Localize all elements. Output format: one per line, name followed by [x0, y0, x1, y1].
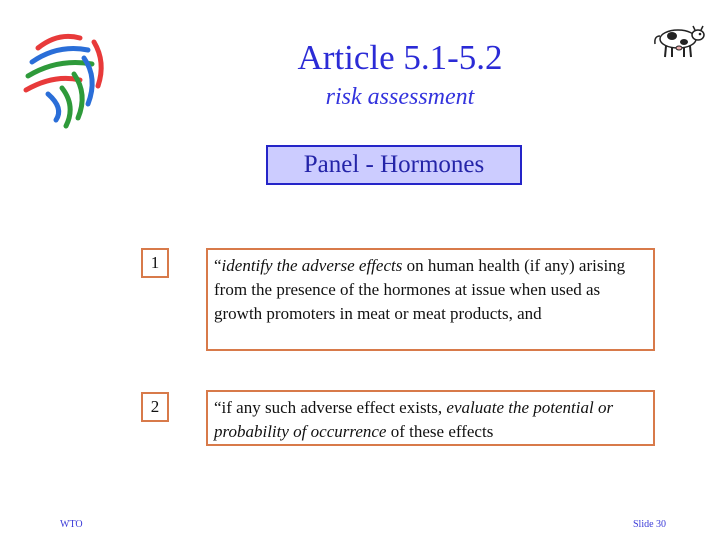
panel-label: Panel - Hormones	[303, 151, 485, 178]
item-text-post: on human health (if any) arising from the presence of the hormones at issue when used as growth promoters in meat or meat products, and	[214, 256, 626, 323]
item-number-label: 1	[150, 253, 160, 272]
item-text-emphasis: identify the adverse effects	[221, 256, 403, 275]
wto-logo-icon	[18, 22, 118, 132]
item-text-pre: “if any such adverse effect exists,	[214, 398, 447, 417]
item-number-label: 2	[150, 397, 160, 416]
item-text-emphasis: evaluate the potential or probability of occurrence	[214, 398, 614, 441]
item-text-post: of these effects	[386, 422, 494, 441]
item-text-1	[206, 248, 655, 351]
panel-label-box	[266, 145, 522, 185]
item-text-pre: “	[214, 256, 222, 275]
footer-right: Slide 30	[633, 519, 667, 530]
item-number-1	[141, 248, 169, 278]
slide-subtitle: risk assessment	[325, 84, 475, 110]
slide-title: Article 5.1-5.2	[297, 38, 503, 77]
item-number-2	[141, 392, 169, 422]
item-text-2	[206, 390, 655, 446]
cow-icon	[650, 22, 706, 60]
footer-left: WTO	[60, 519, 83, 530]
